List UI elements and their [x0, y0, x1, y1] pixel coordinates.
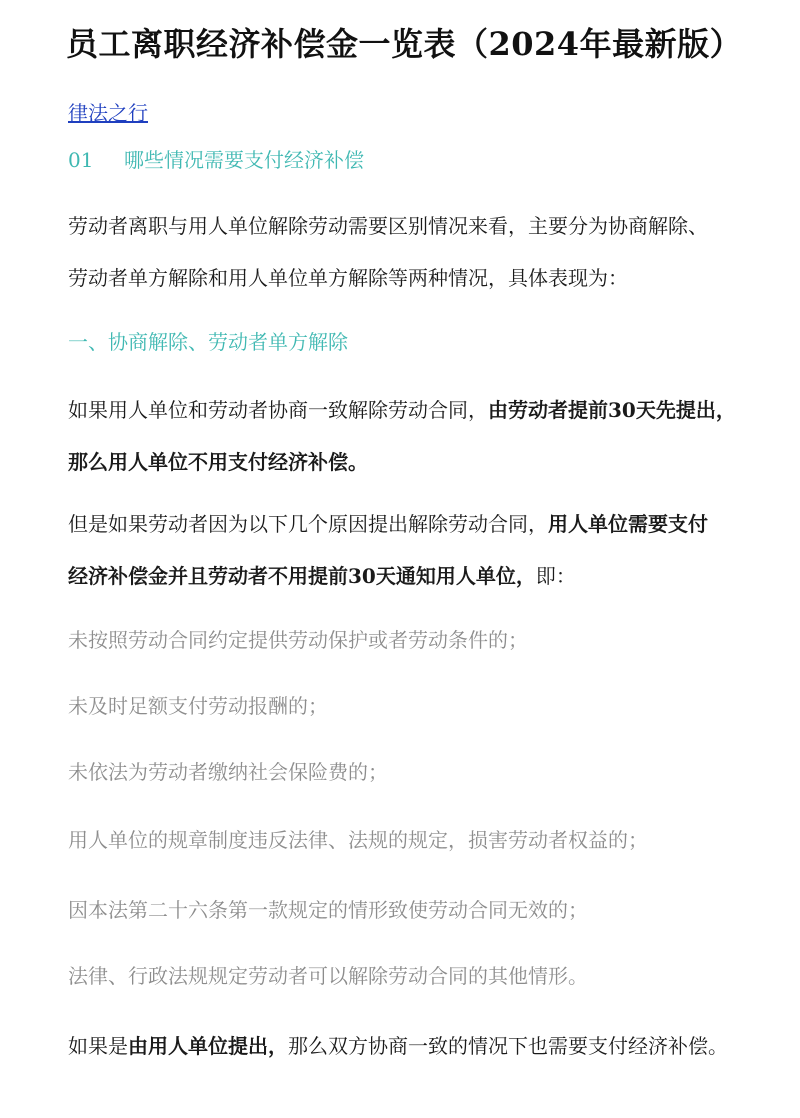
- intro-paragraph: [68, 200, 768, 304]
- list-item: 用人单位的规章制度违反法律、法规的规定，损害劳动者权益的；: [68, 828, 648, 852]
- list-item: 未及时足额支付劳动报酬的；: [68, 694, 328, 718]
- paragraph-1-line-1: [68, 384, 768, 436]
- closing-paragraph: [68, 1020, 768, 1072]
- paragraph-2-line-1: [68, 498, 768, 550]
- closing-normal-2: 那么双方协商一致的情况下也需要支付经济补偿。: [288, 1034, 728, 1058]
- paragraph-1: [68, 384, 768, 488]
- paragraph-1-line-2: 那么用人单位不用支付经济补偿。: [68, 450, 368, 474]
- paragraph-2-line-2: [68, 550, 768, 602]
- page-title: 员工离职经济补偿金一览表（2024年最新版）: [66, 25, 743, 63]
- paragraph-2-normal-2: 即：: [535, 564, 576, 588]
- list-item: 法律、行政法规规定劳动者可以解除劳动合同的其他情形。: [68, 964, 588, 988]
- list-item: 未按照劳动合同约定提供劳动保护或者劳动条件的；: [68, 628, 528, 652]
- section-heading-text: 哪些情况需要支付经济补偿: [124, 148, 364, 172]
- list-item: 未依法为劳动者缴纳社会保险费的；: [68, 760, 388, 784]
- paragraph-2-bold-2: 经济补偿金并且劳动者不用提前30天通知用人单位，: [68, 564, 536, 588]
- section-number: 01: [68, 148, 94, 172]
- subheading: 一、协商解除、劳动者单方解除: [68, 330, 348, 354]
- paragraph-2: [68, 498, 768, 602]
- closing-normal-1: 如果是: [68, 1034, 128, 1058]
- source-link[interactable]: 律法之行: [68, 101, 148, 125]
- intro-line-1: 劳动者离职与用人单位解除劳动需要区别情况来看，主要分为协商解除、: [68, 214, 708, 238]
- intro-line-2: 劳动者单方解除和用人单位单方解除等两种情况，具体表现为：: [68, 266, 628, 290]
- paragraph-1-normal: 如果用人单位和劳动者协商一致解除劳动合同，: [68, 398, 488, 422]
- paragraph-1-bold: 由劳动者提前30天先提出，: [488, 398, 736, 422]
- closing-bold: 由用人单位提出，: [128, 1034, 288, 1058]
- list-item: 因本法第二十六条第一款规定的情形致使劳动合同无效的；: [68, 898, 588, 922]
- paragraph-2-bold: 用人单位需要支付: [548, 512, 708, 536]
- section-heading: [68, 146, 364, 174]
- paragraph-2-normal: 但是如果劳动者因为以下几个原因提出解除劳动合同，: [68, 512, 548, 536]
